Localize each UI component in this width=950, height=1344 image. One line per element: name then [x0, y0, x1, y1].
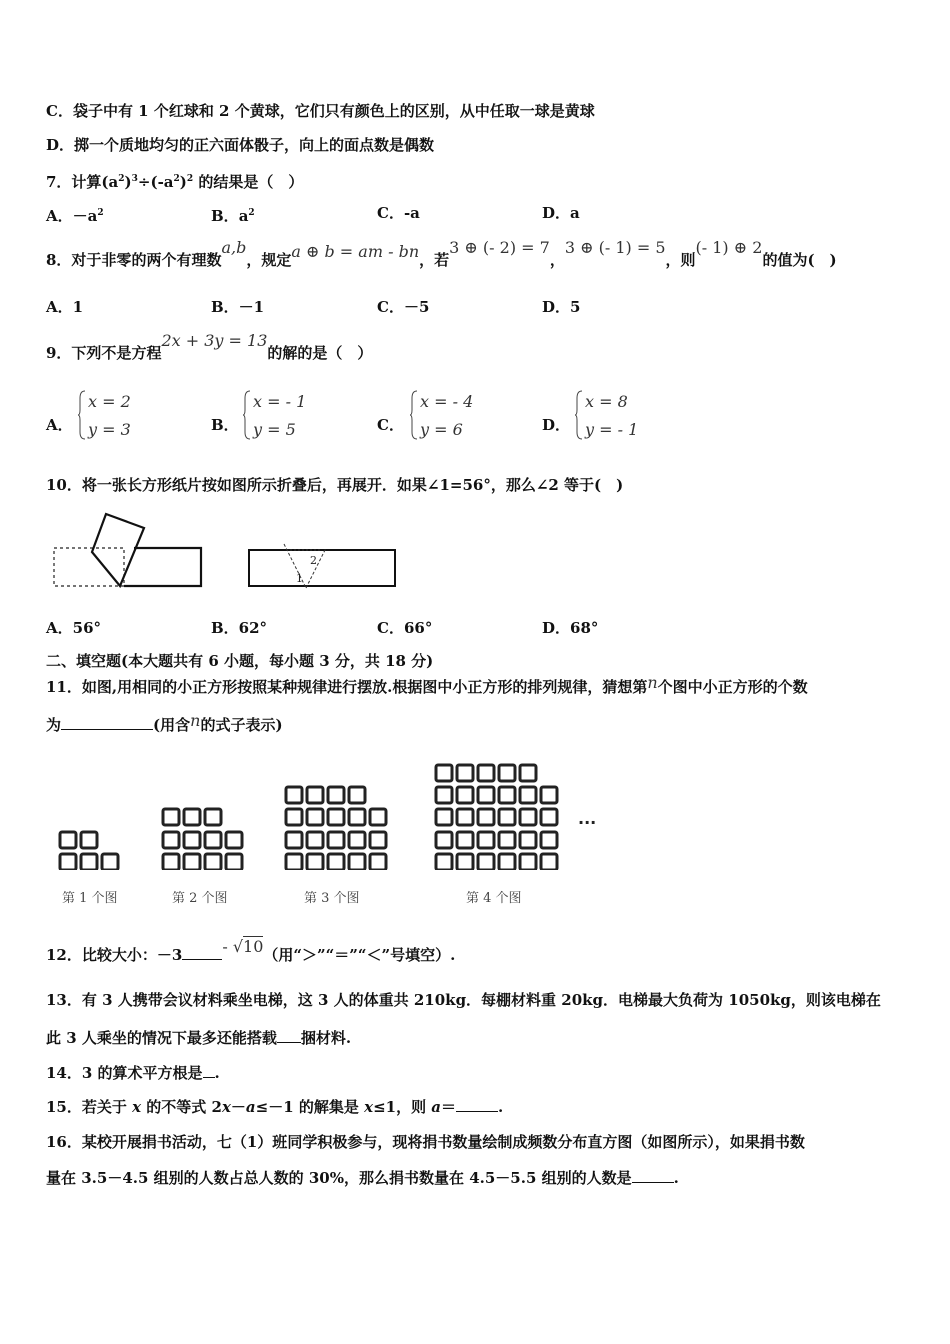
- answer-blank[interactable]: [632, 1168, 674, 1183]
- q8-option-d[interactable]: D．5: [542, 298, 581, 316]
- brace-icon: [78, 390, 86, 440]
- q16-line1: 16．某校开展捐书活动，七（1）班同学积极参与，现将捐书数量绘制成频数分布直方图（如图所示），如果捐书数: [46, 1133, 805, 1151]
- q8-option-a[interactable]: A．1: [46, 298, 84, 316]
- answer-blank[interactable]: [182, 945, 222, 960]
- brace-icon: [243, 390, 251, 440]
- q8-stem: 8．对于非零的两个有理数a,b，规定a ⊕ b = am - bn，若3 ⊕ (- 2) = 7，3 ⊕ (- 1) = 5，则(- 1) ⊕ 2的值为( ): [46, 238, 837, 269]
- q7-option-a[interactable]: A．$-a^2$: [46, 207, 104, 225]
- q7-option-c[interactable]: C．-a: [377, 204, 420, 222]
- q9-option-d[interactable]: D．: [542, 416, 571, 434]
- brace-icon: [410, 390, 418, 440]
- q9-d-line1: x = 8: [585, 392, 628, 411]
- q15-stem: 15．若关于 x 的不等式 2x－a≤－1 的解集是 x≤1，则 a＝ .: [46, 1098, 504, 1116]
- q10-unfolded-figure: [246, 540, 398, 592]
- q9-option-b[interactable]: B．: [211, 416, 239, 434]
- q9-b-line1: x = - 1: [253, 392, 307, 411]
- answer-blank[interactable]: [61, 715, 153, 730]
- q10-stem: 10．将一张长方形纸片按如图所示折叠后，再展开．如果∠1=56°，那么∠2 等于( ): [46, 476, 624, 494]
- q9-a-line1: x = 2: [88, 392, 131, 411]
- q9-d-line2: y = - 1: [585, 420, 639, 439]
- q9-option-c[interactable]: C．: [377, 416, 404, 434]
- answer-blank[interactable]: [456, 1097, 498, 1112]
- q11-line1: 11．如图,用相同的小正方形按照某种规律进行摆放.根据图中小正方形的排列规律，猜想第n个图中小正方形的个数: [46, 673, 808, 696]
- figure-1-caption: 第 1 个图: [62, 891, 118, 906]
- figure-3-caption: 第 3 个图: [304, 891, 360, 906]
- q9-a-line2: y = 3: [88, 420, 131, 439]
- angle-2-label: 2: [310, 554, 317, 567]
- q10-fold-figure: [48, 508, 208, 592]
- brace-icon: [575, 390, 583, 440]
- q13-line1: 13．有 3 人携带会议材料乘坐电梯，这 3 人的体重共 210kg．每棚材料重 20kg．电梯最大负荷为 1050kg，则该电梯在: [46, 991, 881, 1009]
- q10-option-c[interactable]: C．66°: [377, 619, 433, 637]
- q12-stem: 12．比较大小：－3 - √10（用“＞”“＝”“＜”号填空）.: [46, 937, 456, 964]
- q16-line2: 量在 3.5－4.5 组别的人数占总人数的 30%，那么捐书数量在 4.5－5.5 组别的人数是 .: [46, 1169, 679, 1187]
- q8-option-b[interactable]: B．－1: [211, 298, 265, 316]
- q6-option-d: D．掷一个质地均匀的正六面体骰子，向上的面点数是偶数: [46, 136, 435, 154]
- angle-1-label: 1: [296, 572, 303, 585]
- q6-option-c: C．袋子中有 1 个红球和 2 个黄球，它们只有颜色上的区别，从中任取一球是黄球: [46, 102, 595, 120]
- q9-c-line2: y = 6: [420, 420, 463, 439]
- q11-line2: 为 (用含n的式子表示): [46, 711, 283, 734]
- q11-square-patterns: [50, 758, 610, 870]
- q9-c-line1: x = - 4: [420, 392, 474, 411]
- pattern-ellipsis: ···: [578, 813, 597, 832]
- q10-option-d[interactable]: D．68°: [542, 619, 599, 637]
- answer-blank[interactable]: [277, 1028, 301, 1043]
- q7-option-d[interactable]: D．a: [542, 204, 580, 222]
- q10-option-b[interactable]: B．62°: [211, 619, 268, 637]
- q14-stem: 14．3 的算术平方根是 .: [46, 1064, 220, 1082]
- answer-blank[interactable]: [203, 1063, 215, 1078]
- q9-stem: 9．下列不是方程2x + 3y = 13的解的是（ ）: [46, 331, 373, 362]
- q10-option-a[interactable]: A．56°: [46, 619, 102, 637]
- q8-option-c[interactable]: C．－5: [377, 298, 430, 316]
- q9-option-a[interactable]: A．: [46, 416, 73, 434]
- section-2-heading: 二、填空题(本大题共有 6 小题，每小题 3 分，共 18 分): [46, 652, 434, 670]
- figure-4-caption: 第 4 个图: [466, 891, 522, 906]
- q13-line2: 此 3 人乘坐的情况下最多还能搭载 捆材料.: [46, 1029, 352, 1047]
- figure-2-caption: 第 2 个图: [172, 891, 228, 906]
- q7-option-b[interactable]: B．$a^2$: [211, 207, 255, 225]
- q7-stem: 7．计算$(a^2)^3\div(-a^2)^2$ 的结果是（ ）: [46, 173, 304, 191]
- q9-b-line2: y = 5: [253, 420, 296, 439]
